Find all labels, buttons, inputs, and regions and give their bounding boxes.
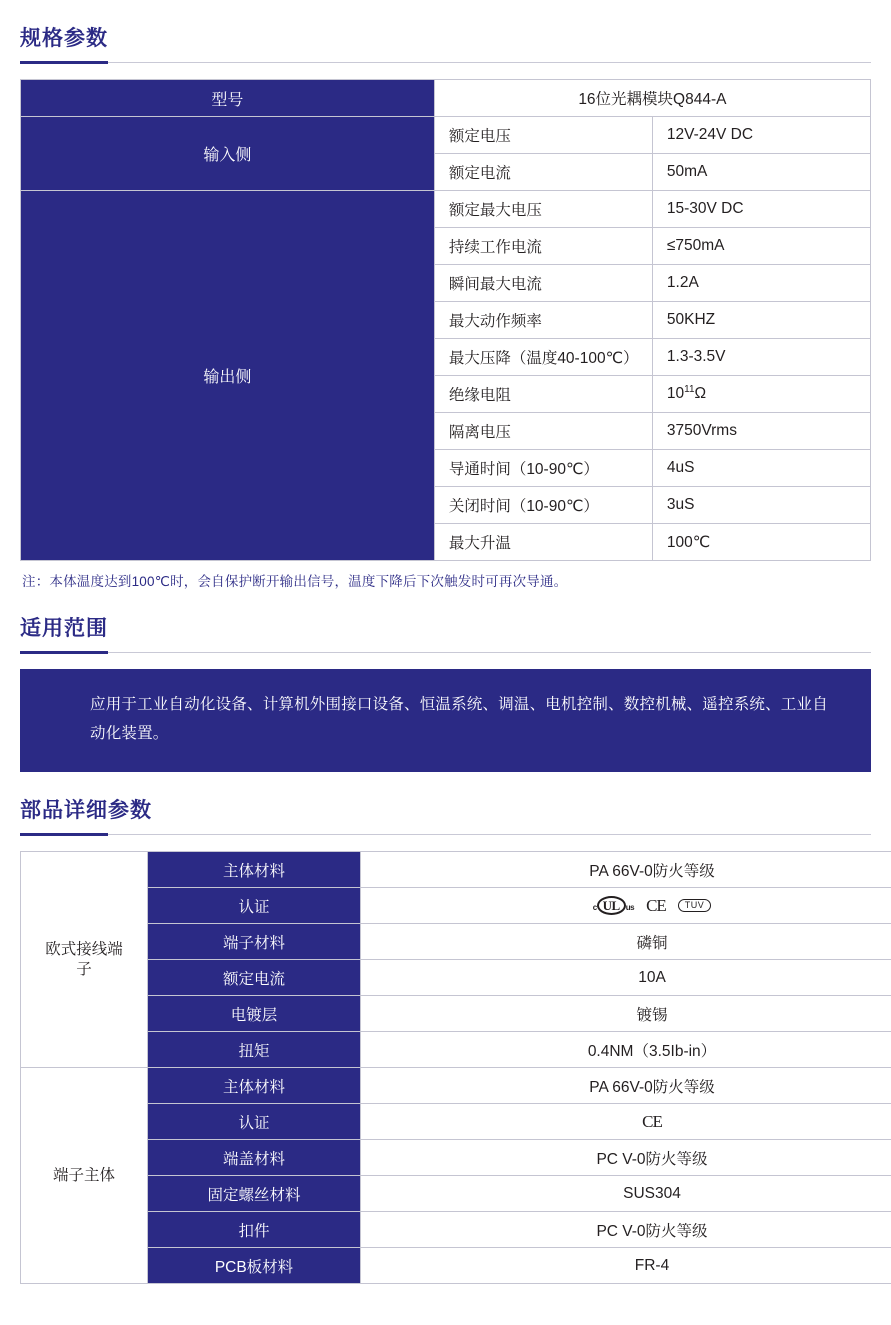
spec-cell-value: 3750Vrms bbox=[652, 413, 870, 450]
scope-section-rule bbox=[20, 652, 871, 653]
spec-cell-value: 1.2A bbox=[652, 265, 870, 302]
spec-section-header bbox=[20, 0, 871, 63]
spec-table bbox=[20, 79, 871, 561]
table-row bbox=[21, 117, 871, 154]
parts-cell-value: 磷铜 bbox=[361, 924, 891, 960]
table-row bbox=[21, 924, 891, 960]
spec-output-label: 输出侧 bbox=[21, 191, 435, 561]
parts-cell-name: 固定螺丝材料 bbox=[148, 1176, 361, 1212]
table-row bbox=[21, 888, 891, 924]
spec-cell-value-insulation bbox=[652, 376, 870, 413]
spec-section-title: 规格参数 bbox=[20, 27, 108, 50]
ce-icon: CE bbox=[642, 1112, 662, 1132]
spec-section-rule bbox=[20, 62, 871, 63]
ul-icon: c UL us bbox=[592, 898, 635, 914]
spec-cell-value: 3uS bbox=[652, 487, 870, 524]
table-row bbox=[21, 1104, 891, 1140]
parts-cell-value: SUS304 bbox=[361, 1176, 891, 1212]
spec-cell-name: 关闭时间（10-90℃） bbox=[434, 487, 652, 524]
scope-section-header bbox=[20, 612, 871, 653]
parts-cert-marks bbox=[361, 1104, 891, 1140]
spec-cell-value: 15-30V DC bbox=[652, 191, 870, 228]
spec-cell-name: 瞬间最大电流 bbox=[434, 265, 652, 302]
parts-cell-name: 扣件 bbox=[148, 1212, 361, 1248]
table-row bbox=[21, 852, 891, 888]
spec-cell-name: 持续工作电流 bbox=[434, 228, 652, 265]
insulation-base: 10 bbox=[666, 385, 685, 403]
parts-cell-value: 10A bbox=[361, 960, 891, 996]
spec-cell-value: 1.3-3.5V bbox=[652, 339, 870, 376]
insulation-unit: Ω bbox=[694, 385, 707, 403]
spec-cell-value: ≤750mA bbox=[652, 228, 870, 265]
parts-section-rule bbox=[20, 834, 871, 835]
parts-cell-name: 认证 bbox=[148, 888, 361, 924]
table-row bbox=[21, 996, 891, 1032]
parts-cell-name: 扭矩 bbox=[148, 1032, 361, 1068]
spec-input-label: 输入侧 bbox=[21, 117, 435, 191]
spec-cell-name: 最大升温 bbox=[434, 524, 652, 561]
parts-cell-value: PC V-0防火等级 bbox=[361, 1140, 891, 1176]
parts-cell-name: 主体材料 bbox=[148, 852, 361, 888]
parts-table bbox=[20, 851, 891, 1284]
table-row bbox=[21, 1032, 891, 1068]
table-row bbox=[21, 1248, 891, 1284]
spec-cell-value: 12V-24V DC bbox=[652, 117, 870, 154]
spec-cell-value: 50KHZ bbox=[652, 302, 870, 339]
parts-cell-value: PA 66V-0防火等级 bbox=[361, 852, 891, 888]
spec-cell-value: 4uS bbox=[652, 450, 870, 487]
table-row bbox=[21, 1068, 891, 1104]
parts-cell-name: 端盖材料 bbox=[148, 1140, 361, 1176]
parts-cell-value: 0.4NM（3.5Ib-in） bbox=[361, 1032, 891, 1068]
table-row bbox=[21, 80, 871, 117]
parts-group1-label: 欧式接线端子 bbox=[21, 852, 148, 1068]
spec-cell-name: 额定电压 bbox=[434, 117, 652, 154]
parts-cert-marks bbox=[361, 888, 891, 924]
table-row bbox=[21, 1212, 891, 1248]
spec-cell-value: 50mA bbox=[652, 154, 870, 191]
parts-cell-name: 主体材料 bbox=[148, 1068, 361, 1104]
spec-cell-name: 最大压降（温度40-100℃） bbox=[434, 339, 652, 376]
insulation-exponent: 11 bbox=[684, 384, 695, 396]
tuv-icon: TUV bbox=[678, 899, 712, 912]
ce-icon: CE bbox=[646, 896, 666, 916]
spec-cell-name: 额定电流 bbox=[434, 154, 652, 191]
scope-text: 应用于工业自动化设备、计算机外围接口设备、恒温系统、调温、电机控制、数控机械、遥控系统、工业自动化装置。 bbox=[90, 696, 828, 742]
parts-cell-name: 端子材料 bbox=[148, 924, 361, 960]
table-row bbox=[21, 1176, 891, 1212]
spec-cell-name: 绝缘电阻 bbox=[434, 376, 652, 413]
spec-cell-name: 隔离电压 bbox=[434, 413, 652, 450]
parts-cell-value: FR-4 bbox=[361, 1248, 891, 1284]
parts-group2-label: 端子主体 bbox=[21, 1068, 148, 1284]
parts-cell-value: PA 66V-0防火等级 bbox=[361, 1068, 891, 1104]
spec-cell-value: 100℃ bbox=[652, 524, 870, 561]
parts-cell-value: PC V-0防火等级 bbox=[361, 1212, 891, 1248]
table-row bbox=[21, 191, 871, 228]
parts-section-header bbox=[20, 794, 871, 835]
parts-cell-name: 电镀层 bbox=[148, 996, 361, 1032]
spec-note: 注：本体温度达到100℃时，会自保护断开输出信号，温度下降后下次触发时可再次导通。 bbox=[22, 574, 568, 589]
table-row bbox=[21, 960, 891, 996]
parts-cell-value: 镀锡 bbox=[361, 996, 891, 1032]
spec-cell-name: 最大动作频率 bbox=[434, 302, 652, 339]
scope-box bbox=[20, 669, 871, 772]
spec-model-label: 型号 bbox=[21, 80, 435, 117]
parts-cell-name: 认证 bbox=[148, 1104, 361, 1140]
parts-cell-name: PCB板材料 bbox=[148, 1248, 361, 1284]
scope-section-title: 适用范围 bbox=[20, 617, 108, 640]
parts-section-title: 部品详细参数 bbox=[20, 799, 152, 823]
parts-cell-name: 额定电流 bbox=[148, 960, 361, 996]
spec-model-value: 16位光耦模块Q844-A bbox=[434, 80, 870, 117]
spec-cell-name: 额定最大电压 bbox=[434, 191, 652, 228]
spec-cell-name: 导通时间（10-90℃） bbox=[434, 450, 652, 487]
table-row bbox=[21, 1140, 891, 1176]
